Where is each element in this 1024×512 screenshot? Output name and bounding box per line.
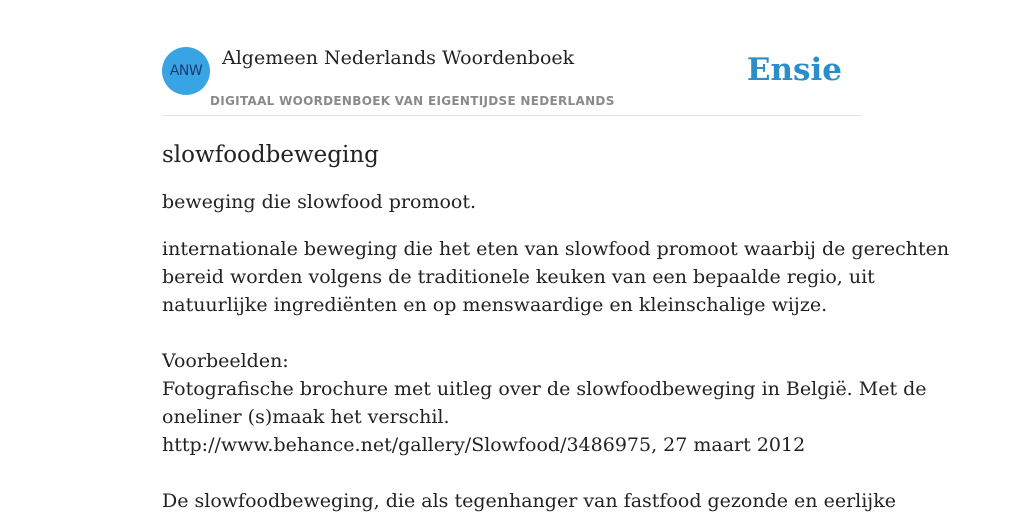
example-source: http://www.behance.net/gallery/Slowfood/3486975, 27 maart 2012 [162, 434, 806, 456]
site-title[interactable]: Algemeen Nederlands Woordenboek [222, 47, 575, 69]
example-line: oneliner (s)maak het verschil. [162, 406, 450, 428]
site-header [162, 0, 862, 116]
example-item [162, 375, 927, 459]
ensie-brand-link[interactable]: Ensie [746, 52, 842, 88]
entry-term: slowfoodbeweging [162, 142, 379, 168]
short-definition: beweging die slowfood promoot. [162, 191, 477, 213]
example-line: De slowfoodbeweging, die als tegenhanger van fastfood gezonde en eerlijke [162, 490, 896, 512]
anw-logo[interactable]: ANW [162, 47, 210, 95]
examples-label: Voorbeelden: [162, 350, 289, 372]
example-line: Fotografische brochure met uitleg over de slowfoodbeweging in België. Met de [162, 378, 927, 400]
examples-section [162, 347, 927, 512]
entry-content [162, 138, 950, 512]
long-definition-line: bereid worden volgens de traditionele keuken van een bepaalde regio, uit [162, 266, 875, 288]
long-definition-line: natuurlijke ingrediënten en op menswaardige en kleinschalige wijze. [162, 294, 828, 316]
site-subtitle: DIGITAAL WOORDENBOEK VAN EIGENTIJDSE NEDERLANDS [210, 94, 615, 108]
long-definition [162, 235, 950, 319]
example-item [162, 487, 896, 512]
long-definition-line: internationale beweging die het eten van slowfood promoot waarbij de gerechten [162, 238, 950, 260]
